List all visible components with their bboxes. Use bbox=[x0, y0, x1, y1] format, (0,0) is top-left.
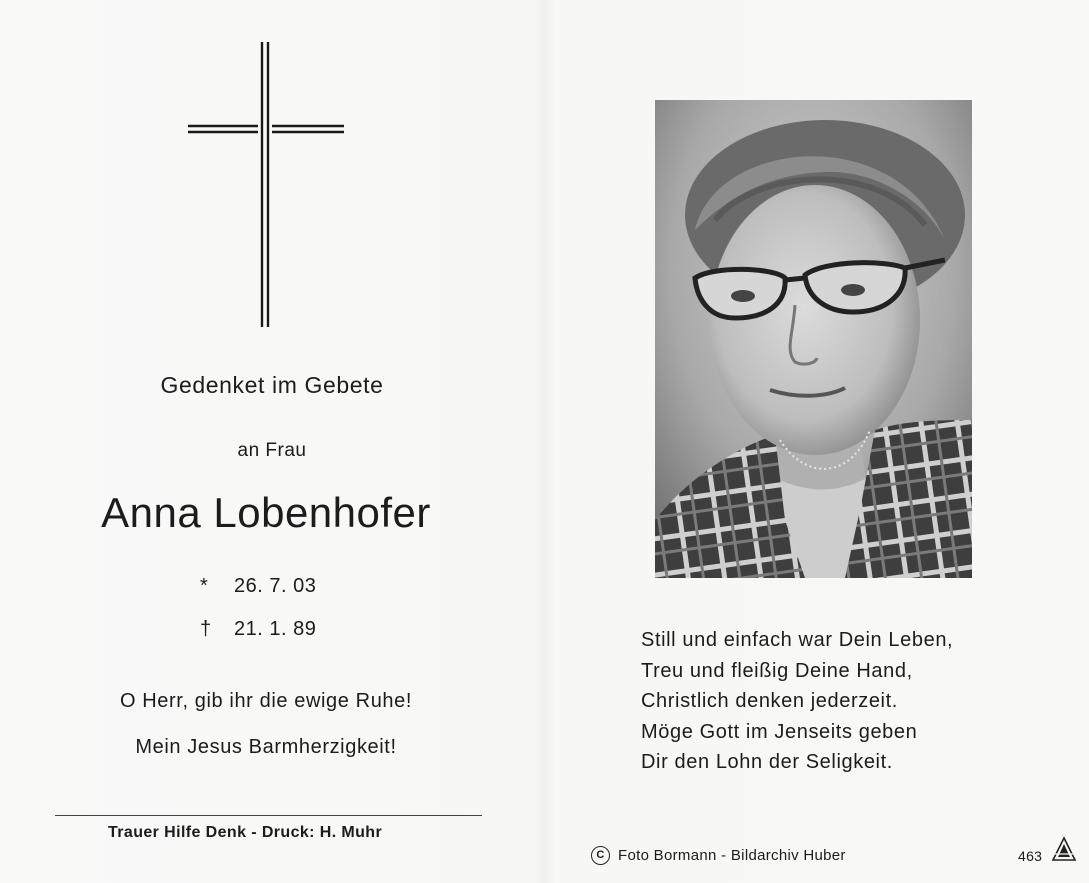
death-date: 21. 1. 89 bbox=[234, 618, 317, 640]
card-number: 463 bbox=[1018, 848, 1043, 864]
copyright-icon: C bbox=[591, 846, 610, 865]
portrait-photo bbox=[655, 100, 972, 578]
right-page bbox=[545, 0, 1089, 883]
prayer-line-2: Mein Jesus Barmherzigkeit! bbox=[135, 736, 397, 758]
poem-line: Möge Gott im Jenseits geben bbox=[641, 720, 918, 743]
poem-line: Christlich denken jederzeit. bbox=[641, 690, 898, 712]
poem-line: Still und einfach war Dein Leben, bbox=[641, 629, 954, 651]
printer-credit: Trauer Hilfe Denk - Druck: H. Muhr bbox=[108, 824, 383, 841]
salutation: an Frau bbox=[237, 440, 307, 461]
death-date-row bbox=[200, 618, 316, 641]
publisher-logo-icon bbox=[1051, 836, 1077, 862]
cross-icon bbox=[188, 42, 344, 327]
birth-star-icon: * bbox=[200, 575, 209, 597]
prayer-line-1: O Herr, gib ihr die ewige Ruhe! bbox=[119, 690, 413, 712]
heading: Gedenket im Gebete bbox=[160, 372, 384, 398]
poem-line: Dir den Lohn der Seligkeit. bbox=[641, 751, 893, 773]
poem-line: Treu und fleißig Deine Hand, bbox=[641, 659, 913, 682]
photo-credit: Foto Bormann - Bildarchiv Huber bbox=[618, 847, 846, 864]
birth-date: 26. 7. 03 bbox=[234, 575, 317, 597]
divider-line bbox=[55, 815, 482, 816]
photo-credit-line bbox=[591, 846, 846, 865]
left-page bbox=[0, 0, 544, 883]
deceased-name: Anna Lobenhofer bbox=[101, 489, 431, 536]
poem bbox=[641, 625, 953, 778]
birth-date-row bbox=[200, 575, 316, 598]
death-dagger-icon: † bbox=[200, 618, 212, 640]
